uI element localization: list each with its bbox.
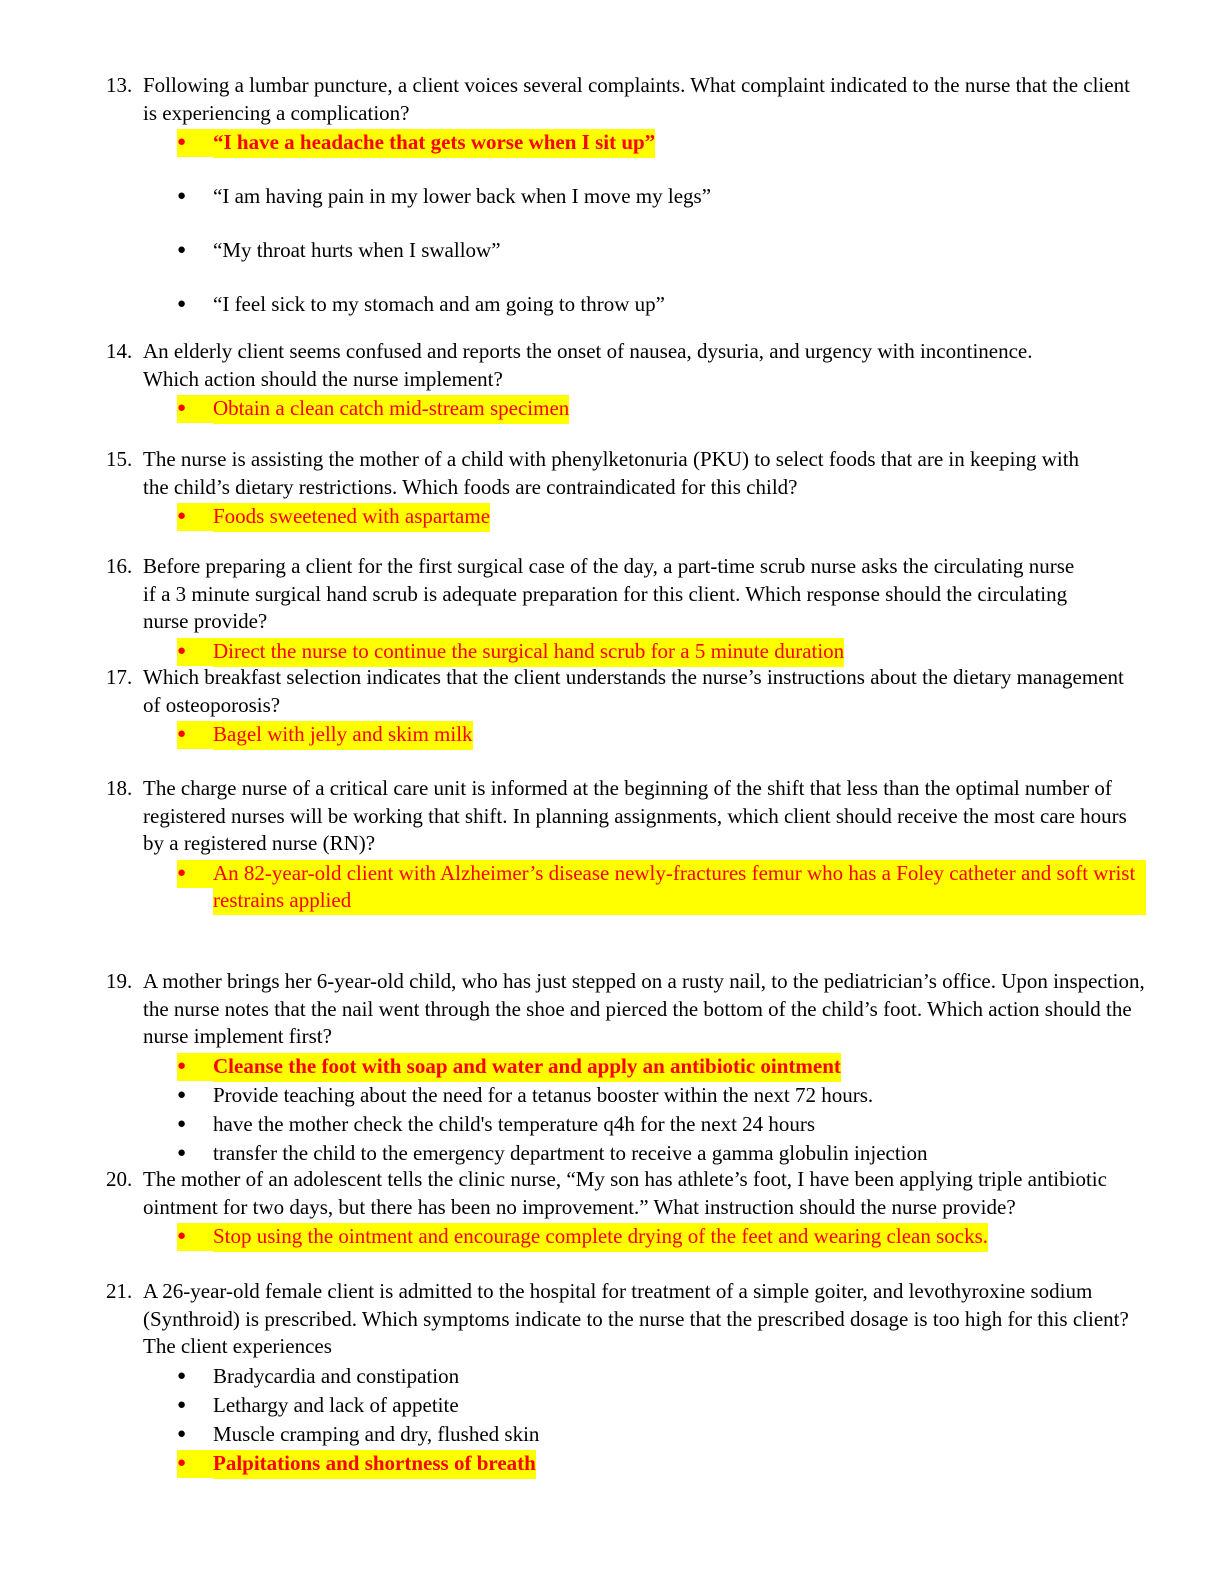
question-text: Following a lumbar puncture, a client voices several complaints. What complaint indicated to the nurse that the client is experiencing a complication?: [143, 73, 1130, 125]
option-text: have the mother check the child's temperature q4h for the next 24 hours: [213, 1111, 816, 1136]
option: [177, 237, 1146, 266]
question-number: 17.: [106, 665, 133, 689]
answer-option: [177, 129, 1146, 158]
option-text: “I feel sick to my stomach and am going to throw up”: [213, 292, 665, 316]
bullet-icon: ●: [177, 1425, 187, 1442]
option: [177, 1140, 1146, 1169]
question-18: [106, 775, 1146, 915]
option: [177, 1421, 1146, 1450]
answer-option: [177, 1053, 1146, 1082]
bullet-icon: ●: [177, 1086, 187, 1103]
bullet-icon: ●: [177, 1223, 213, 1251]
option-text: Bagel with jelly and skim milk: [213, 721, 473, 750]
option: [177, 291, 1146, 320]
bullet-icon: ●: [177, 395, 213, 423]
question-21: [106, 1278, 1146, 1479]
option-list: [106, 638, 1146, 667]
option-text: Bradycardia and constipation: [213, 1363, 460, 1388]
option: [177, 183, 1146, 212]
option-text: Stop using the ointment and encourage complete drying of the feet and wearing clean socks.: [213, 1223, 988, 1252]
option-list: [106, 129, 1146, 320]
option-text: Muscle cramping and dry, flushed skin: [213, 1421, 540, 1446]
answer-option: [177, 503, 1146, 532]
bullet-icon: ●: [177, 860, 213, 888]
question-14: [106, 338, 1146, 424]
option-text-highlight: An 82-year-old client with Alzheimer’s disease newly-fractures femur who has a Foley catheter and soft wrist restrains applied: [213, 860, 1136, 912]
bullet-icon: ●: [177, 129, 213, 157]
option-text: “I am having pain in my lower back when I move my legs”: [213, 184, 712, 208]
option-text: Direct the nurse to continue the surgical hand scrub for a 5 minute duration: [213, 638, 844, 667]
question-text: The charge nurse of a critical care unit is informed at the beginning of the shift that less than the optimal number of registered nurses will be working that shift. In planning assignments, which client should receive the most care hours by a registered nurse (RN)?: [143, 776, 1127, 855]
bullet-icon: ●: [177, 1053, 213, 1081]
question-number: 15.: [106, 447, 133, 471]
option: [177, 1392, 1146, 1421]
question-number: 18.: [106, 776, 133, 800]
question-17: [106, 664, 1146, 750]
question-number: 21.: [106, 1279, 133, 1303]
option-text: Obtain a clean catch mid-stream specimen: [213, 395, 569, 424]
answer-option: [177, 1450, 1146, 1479]
option: [177, 1111, 1146, 1140]
option-text: [213, 860, 1146, 915]
option-text: “My throat hurts when I swallow”: [213, 238, 501, 262]
question-20: [106, 1166, 1146, 1252]
answer-option: [177, 860, 1146, 915]
question-13: [106, 72, 1146, 345]
question-19: [106, 968, 1146, 1169]
question-number: 16.: [106, 554, 133, 578]
answer-option: [177, 1223, 1146, 1252]
bullet-icon: ●: [177, 188, 187, 204]
option-text: Cleanse the foot with soap and water and apply an antibiotic ointment: [213, 1053, 841, 1082]
question-text: The nurse is assisting the mother of a child with phenylketonuria (PKU) to select foods that are in keeping with the child’s dietary restrictions. Which foods are contraindicated for this child?: [143, 447, 1080, 499]
question-text: A 26-year-old female client is admitted to the hospital for treatment of a simple goiter, and levothyroxine sodium (Synthroid) is prescribed. Which symptoms indicate to the nurse that the prescribed dosage is too high for this client? The client experiences: [143, 1279, 1129, 1358]
option-text: Provide teaching about the need for a tetanus booster within the next 72 hours.: [213, 1082, 874, 1107]
bullet-icon: ●: [177, 296, 187, 312]
answer-option: [177, 638, 1146, 667]
bullet-icon: ●: [177, 1450, 213, 1478]
question-number: 13.: [106, 73, 133, 97]
answer-option: [177, 395, 1146, 424]
bullet-icon: ●: [177, 1144, 187, 1161]
question-text: A mother brings her 6-year-old child, who has just stepped on a rusty nail, to the pediatrician’s office. Upon inspection, the nurse notes that the nail went through the shoe and pierced the bottom of the child’s foot. Which action should the nurse implement first?: [143, 969, 1145, 1048]
option-text: Lethargy and lack of appetite: [213, 1392, 459, 1417]
bullet-icon: ●: [177, 638, 213, 666]
question-number: 14.: [106, 339, 133, 363]
question-15: [106, 446, 1146, 532]
bullet-icon: ●: [177, 1115, 187, 1132]
question-number: 19.: [106, 969, 133, 993]
option: [177, 1082, 1146, 1111]
question-text: Which breakfast selection indicates that the client understands the nurse’s instructions about the dietary management of osteoporosis?: [143, 665, 1124, 717]
option-list: [106, 395, 1146, 424]
option-list: [106, 721, 1146, 750]
option-list: [106, 1053, 1146, 1169]
question-text: Before preparing a client for the first surgical case of the day, a part-time scrub nurse asks the circulating nurse if a 3 minute surgical hand scrub is adequate preparation for this client. Which response should the circulating nurse provide?: [143, 554, 1075, 633]
answer-option: [177, 721, 1146, 750]
question-text: The mother of an adolescent tells the clinic nurse, “My son has athlete’s foot, I have been applying triple antibiotic ointment for two days, but there has been no improvement.” What instruction should the nurse provide?: [143, 1167, 1107, 1219]
bullet-icon: ●: [177, 242, 187, 258]
bullet-icon: ●: [177, 1396, 187, 1413]
option-list: [106, 1363, 1146, 1479]
bullet-icon: ●: [177, 1367, 187, 1384]
question-number: 20.: [106, 1167, 133, 1191]
option-text: “I have a headache that gets worse when I sit up”: [213, 129, 655, 158]
option-text: Palpitations and shortness of breath: [213, 1450, 536, 1479]
option-list: [106, 503, 1146, 532]
bullet-icon: ●: [177, 721, 213, 749]
option: [177, 1363, 1146, 1392]
bullet-icon: ●: [177, 503, 213, 531]
option-list: [106, 1223, 1146, 1252]
option-text: transfer the child to the emergency department to receive a gamma globulin injection: [213, 1140, 928, 1165]
option-list: [106, 860, 1146, 915]
question-16: [106, 553, 1146, 667]
option-text: Foods sweetened with aspartame: [213, 503, 490, 532]
question-text: An elderly client seems confused and reports the onset of nausea, dysuria, and urgency with incontinence. Which action should the nurse implement?: [143, 339, 1033, 391]
